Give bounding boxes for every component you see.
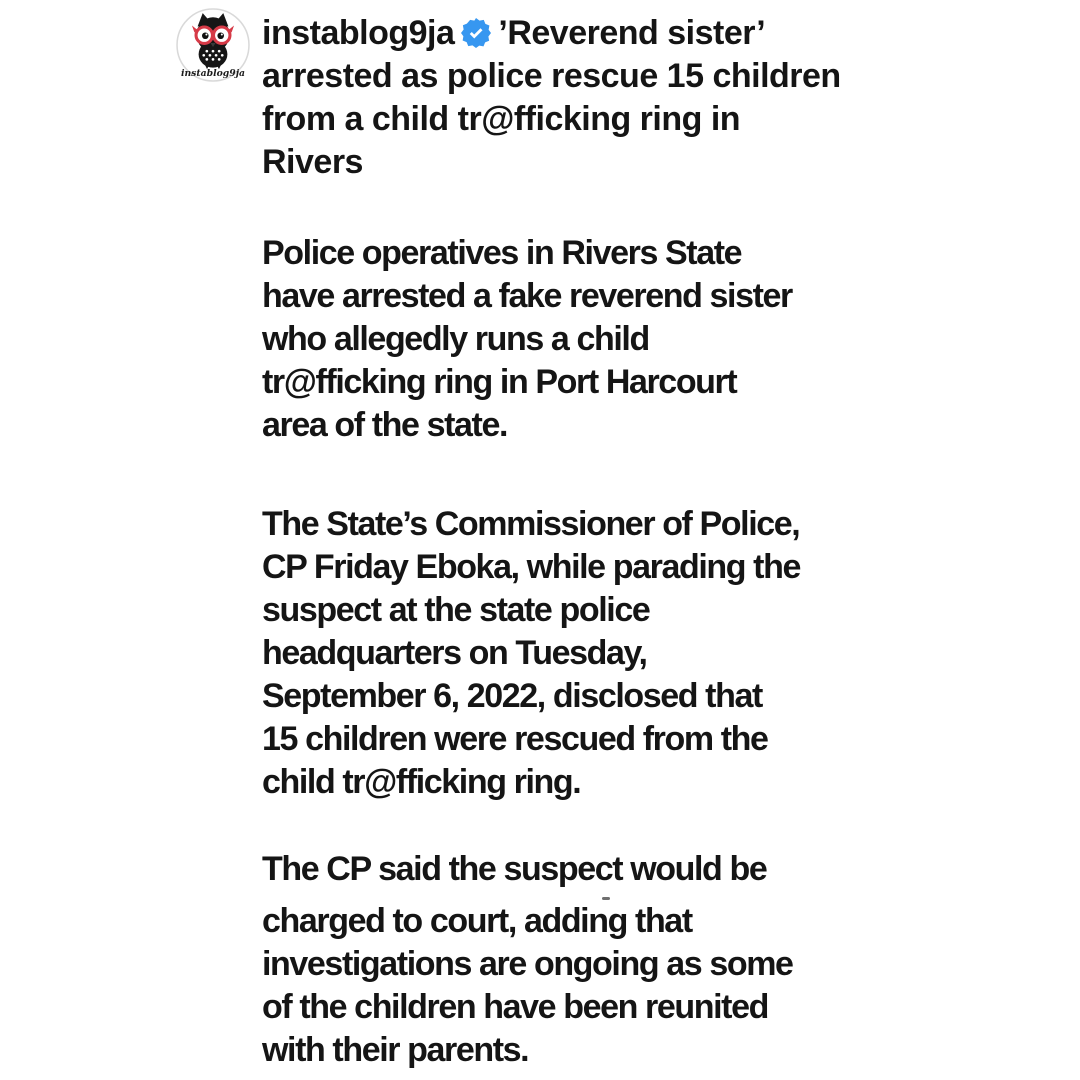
caption-line: of the children have been reunited <box>262 988 768 1026</box>
caption <box>262 12 962 1072</box>
caption-line: September 6, 2022, disclosed that <box>262 677 762 715</box>
caption-line: charged to court, adding that <box>262 902 692 940</box>
verified-badge-icon <box>461 18 491 48</box>
caption-line: 15 children were rescued from the <box>262 720 768 758</box>
caption-line: who allegedly runs a child <box>262 320 649 358</box>
caption-title <box>262 12 962 184</box>
caption-title-line: from a child tr@fficking ring in <box>262 100 741 138</box>
caption-line: suspect at the state police <box>262 591 650 629</box>
caption-title-line: Rivers <box>262 143 363 181</box>
stray-mark <box>602 897 610 900</box>
caption-line: child tr@fficking ring. <box>262 763 581 801</box>
caption-line: investigations are ongoing as some <box>262 945 793 983</box>
caption-paragraph <box>262 232 962 447</box>
caption-text: ’Reverend sister’ <box>498 14 766 52</box>
caption-line: have arrested a fake reverend sister <box>262 277 792 315</box>
owl-logo-icon <box>176 8 250 82</box>
caption-title-line: arrested as police rescue 15 children <box>262 57 841 95</box>
caption-line: Police operatives in Rivers State <box>262 234 742 272</box>
caption-line: headquarters on Tuesday, <box>262 634 647 672</box>
caption-paragraph <box>262 503 962 804</box>
caption-line: The State’s Commissioner of Police, <box>262 505 800 543</box>
caption-line: The CP said the suspect would be <box>262 850 767 888</box>
avatar-wordmark: instablog9ja <box>180 67 246 79</box>
caption-line: area of the state. <box>262 406 508 444</box>
caption-paragraph <box>262 848 962 1072</box>
caption-line: tr@fficking ring in Port Harcourt <box>262 363 737 401</box>
username[interactable]: instablog9ja <box>262 14 455 52</box>
caption-line: with their parents. <box>262 1031 529 1069</box>
caption-line: CP Friday Eboka, while parading the <box>262 548 800 586</box>
caption-title-line <box>262 12 962 55</box>
avatar[interactable] <box>176 8 250 82</box>
